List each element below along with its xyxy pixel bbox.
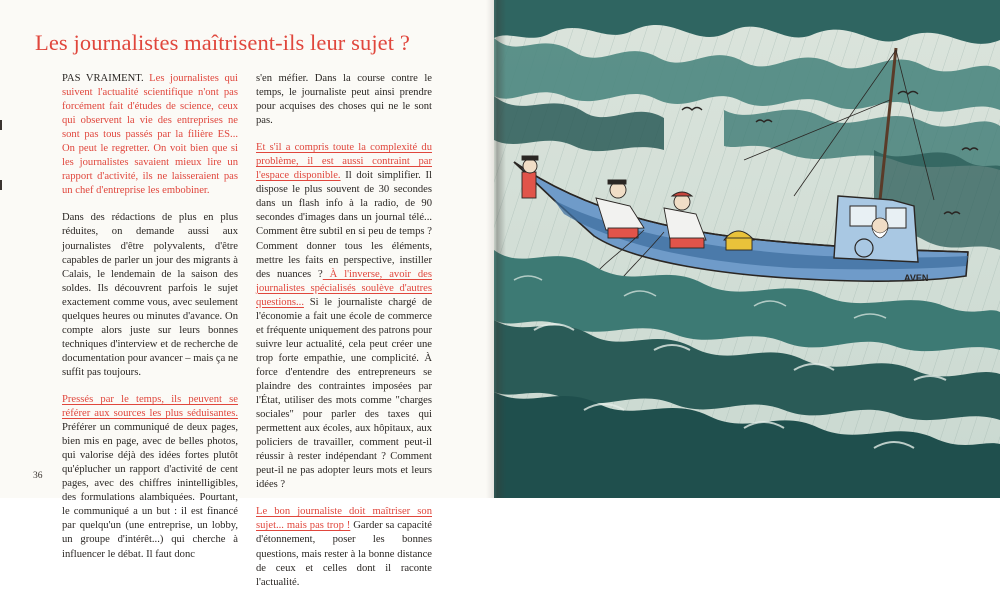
- wheelhouse-window: [886, 208, 906, 228]
- highlight-text: Pressés par le temps, ils peuvent se référer aux sources les plus séduisantes.: [62, 393, 238, 420]
- right-page: [494, 0, 1000, 498]
- body-text: Si le journaliste chargé de l'économie a fait une école de commerce et fréquente uniquement des patrons pour suivre leur actualité, cela peut créer une trop forte empathie, une complicité. À force d'entendre des entrepreneurs se plaindre des contraintes imposées par l'État, utiliser des mots comme "charges sociales" pour parler des taxes qui permettent aux écoles, aux hôpitaux, aux policiers de travailler, comment peut-il réussir à rester indépendant ? Comment peut-il ne pas adopter leurs mots et leurs idées ?: [256, 296, 432, 491]
- paragraph: [62, 393, 238, 562]
- text-column-1: [62, 72, 238, 562]
- highlight-text: Les journalistes qui suivent l'actualité scientifique n'ont pas forcément fait d'études de science, ceux qui observent la vie des entreprises ne sont pas tous passés par la filière ES... On peut le regretter. On voit bien que si les journalistes savaient mieux lire un rapport d'activité, ils ne laisseraient pas un chef d'entreprise les embobiner.: [62, 73, 238, 197]
- paragraph: s'en méfier. Dans la course contre le temps, le journaliste peut ainsi prendre pour acquises des choses qui ne le sont pas.: [256, 73, 432, 127]
- paragraph: [256, 505, 432, 589]
- paragraph: [256, 141, 432, 492]
- highlight-text: Le bon journaliste doit maîtriser son sujet... mais pas trop !: [256, 506, 432, 532]
- text-column-2: [256, 72, 432, 590]
- edge-mark: [0, 180, 2, 190]
- left-page: [0, 0, 494, 588]
- wheelhouse-window: [850, 206, 876, 226]
- body-text: Il doit simplifier. Il dispose le plus souvent de 30 secondes dans un flash info à la radio, de 90 secondes d'images dans un journal télé... Comment être subtil en si peu de temps ? Comment donner tous les éléments, mettre les faits en perspective, instiller des nuances ?: [256, 170, 432, 280]
- boat-name: AVEN: [904, 273, 929, 283]
- fisherman: [522, 156, 538, 198]
- page-number: 36: [33, 471, 43, 481]
- page-title: Les journalistes maîtrisent-ils leur sujet ?: [35, 30, 410, 55]
- edge-mark: [0, 120, 2, 130]
- highlight-text: Et s'il a compris toute la complexité du problème, il est aussi contraint par l'espace disponible.: [256, 142, 432, 182]
- book-gutter: [486, 0, 506, 498]
- paragraph: Dans des rédactions de plus en plus réduites, on demande aussi aux journalistes d'être polyvalents, d'être capables de parler un jour des migrants à Calais, le lendemain de la saison des soldes. Ils découvrent parfois le sujet exactement comme vous, avec seulement quelques heures ou minutes d'avance. On compte alors juste sur leurs bonnes techniques d'interview et de recherche de documentation pour avancer – mais ça ne suffit pas toujours.: [62, 212, 238, 378]
- lead-in: PAS VRAIMENT.: [62, 73, 144, 84]
- highlight-text: À l'inverse, avoir des journalistes spécialisés soulève d'autres questions...: [256, 268, 432, 308]
- body-text: Garder sa capacité d'étonnement, poser les bonnes questions, mais rester à la bonne distance de ceux et celles dont il raconte l'actualité.: [256, 520, 432, 588]
- body-text: Préférer un communiqué de deux pages, bien mis en page, avec de belles photos, qui valorise déjà des idées fortes plutôt qu'éplucher un rapport d'activité de cent pages, avec des chiffres inintelligibles, des formulations alambiquées. Pourtant, le communiqué a un but : il est financé par quelqu'un (une entreprise, un lobby, un groupe d'intérêt...) qui cherche à influencer le débat. Il faut donc: [62, 422, 238, 560]
- storm-boat-illustration: [494, 0, 1000, 498]
- paragraph: [62, 72, 238, 198]
